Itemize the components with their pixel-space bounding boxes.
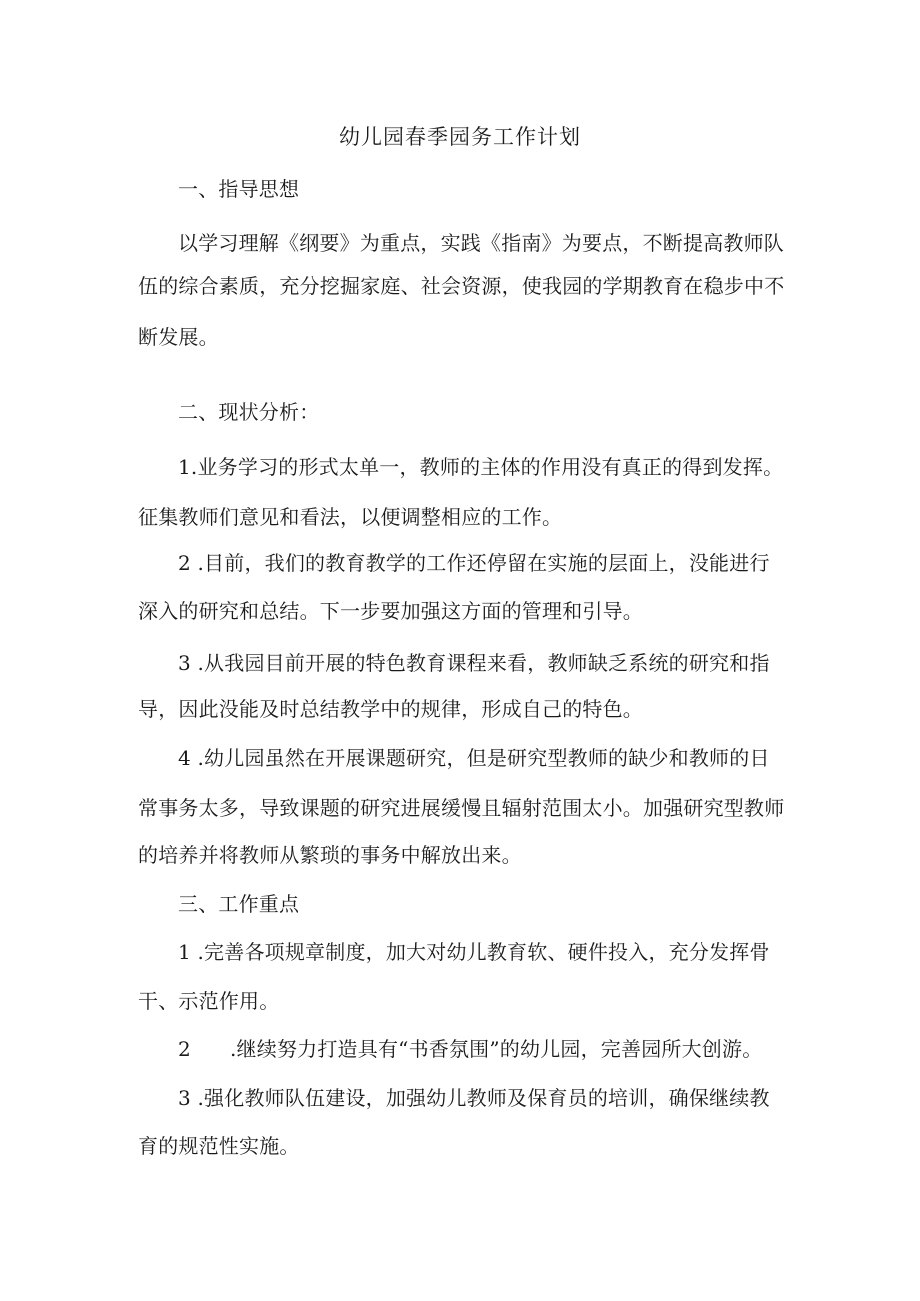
list-item-line: 常事务太多，导致课题的研究进展缓慢且辐射范围太小。加强研究型教师	[138, 796, 785, 820]
list-item-line: 1 .完善各项规章制度，加大对幼儿教育软、硬件投入，充分发挥骨	[178, 940, 770, 964]
section-heading-work-focus: 三、工作重点	[178, 892, 300, 916]
list-item-line	[178, 1034, 762, 1064]
list-item-text: .继续努力打造具有“书香氛围”的幼儿园，完善园所大创游。	[230, 1037, 763, 1061]
list-item-line: 育的规范性实施。	[138, 1134, 300, 1158]
paragraph-line: 断发展。	[138, 325, 219, 349]
list-item-line: 的培养并将教师从繁琐的事务中解放出来。	[138, 843, 522, 867]
page-title: 幼儿园春季园务工作计划	[339, 125, 581, 149]
paragraph-line: 以学习理解《纲要》为重点，实践《指南》为要点，不断提高教师队	[178, 231, 784, 255]
list-item-line: 1.业务学习的形式太单一，教师的主体的作用没有真正的得到发挥。	[178, 455, 784, 479]
list-item-line: 征集教师们意见和看法，以便调整相应的工作。	[138, 505, 563, 529]
list-item-number: 2	[178, 1037, 191, 1061]
section-heading-guiding-thought: 一、指导思想	[178, 177, 300, 201]
section-heading-status-analysis: 二、现状分析：	[178, 400, 320, 424]
paragraph-line: 伍的综合素质，充分挖掘家庭、社会资源，使我园的学期教育在稳步中不	[138, 274, 785, 298]
list-item-line: 4 .幼儿园虽然在开展课题研究，但是研究型教师的缺少和教师的日	[178, 746, 770, 770]
list-item-line: 干、示范作用。	[138, 989, 280, 1013]
list-item-line: 3 .从我园目前开展的特色教育课程来看，教师缺乏系统的研究和指	[178, 651, 770, 675]
list-item-line: 深入的研究和总结。下一步要加强这方面的管理和引导。	[138, 599, 643, 623]
list-item-line: 3 .强化教师队伍建设，加强幼儿教师及保育员的培训，确保继续教	[178, 1086, 770, 1110]
list-item-line: 导，因此没能及时总结教学中的规律，形成自己的特色。	[138, 697, 643, 721]
list-item-line: 2 .目前，我们的教育教学的工作还停留在实施的层面上，没能进行	[178, 551, 770, 575]
